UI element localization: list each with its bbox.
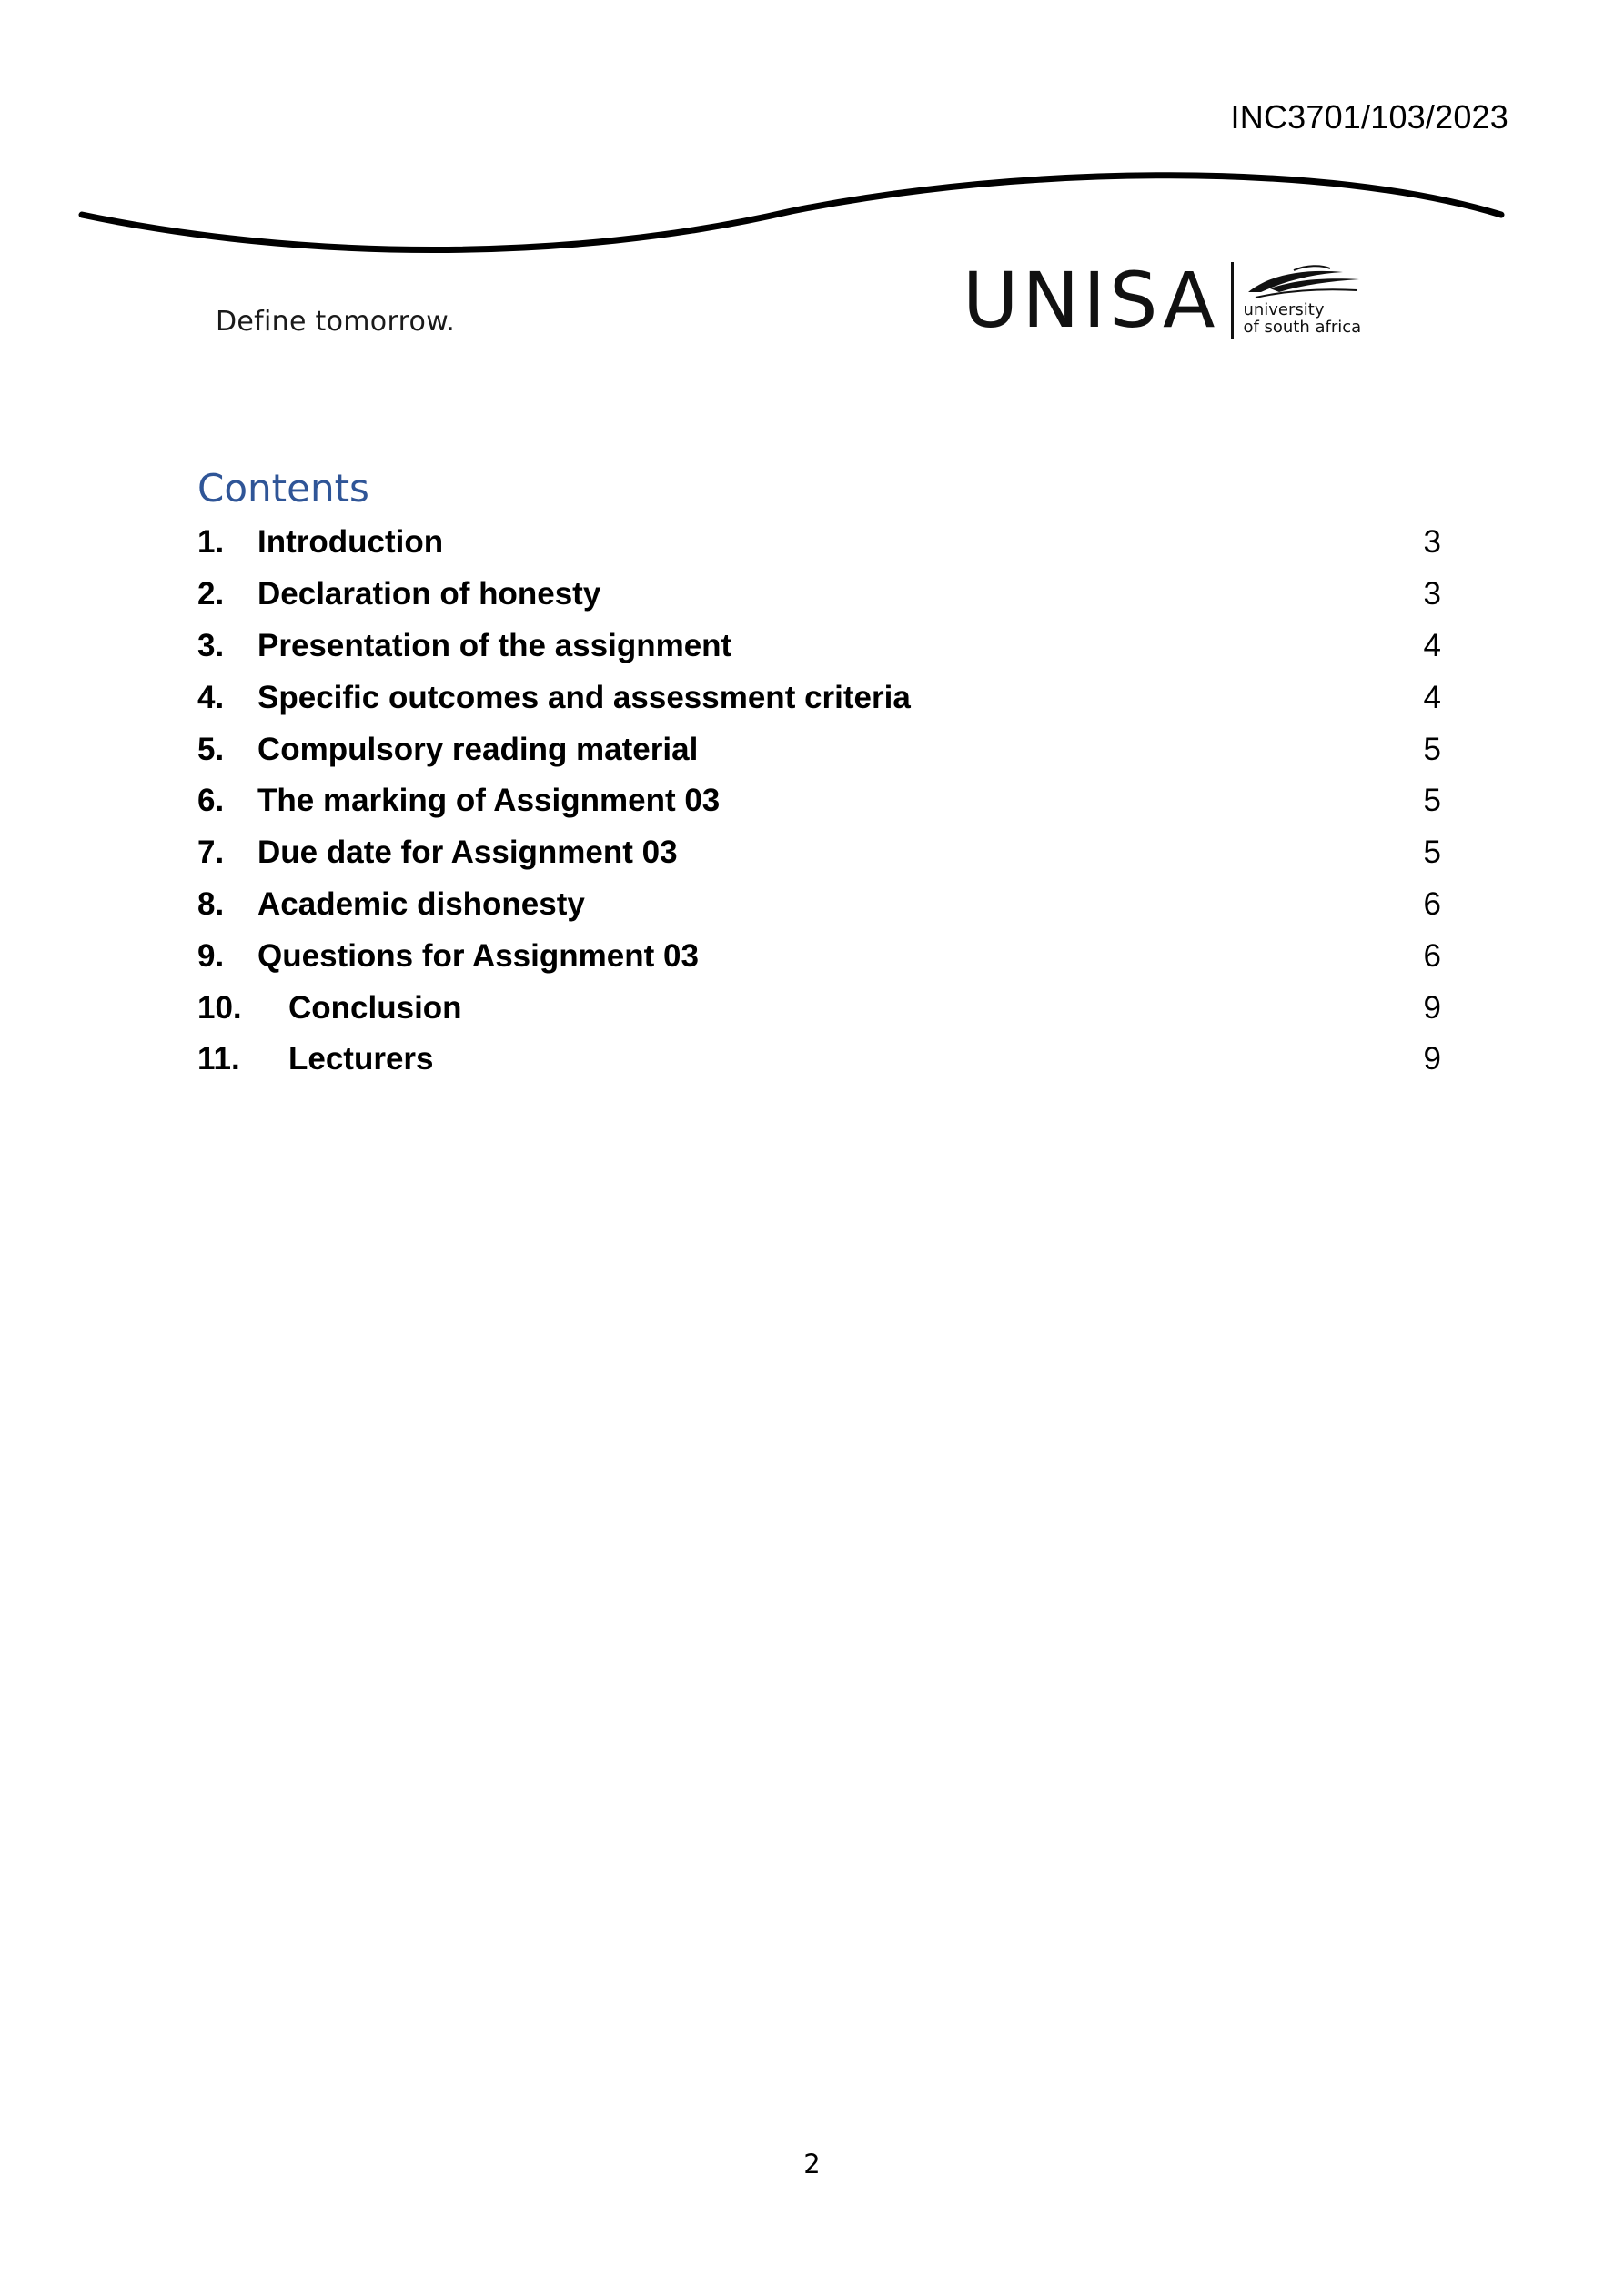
toc-entry-number: 4.	[197, 679, 225, 715]
toc-entry[interactable]	[197, 930, 1441, 982]
toc-entry[interactable]	[197, 827, 1441, 879]
toc-entry-number: 5.	[197, 731, 225, 767]
toc-entry-page: 5	[1423, 834, 1441, 871]
toc-entry-page: 6	[1423, 885, 1441, 922]
toc-entry-title: Presentation of the assignment	[257, 627, 732, 663]
toc-entry-number: 1.	[197, 524, 225, 561]
toc-entry-title: Conclusion	[288, 989, 462, 1026]
toc-entry-number: 3.	[197, 627, 225, 663]
header-wave-line	[0, 0, 1624, 291]
toc-entry[interactable]	[197, 621, 1441, 673]
logo-sub-line-1: university	[1243, 300, 1325, 319]
document-code: INC3701/103/2023	[1230, 98, 1508, 136]
toc-entry-title: Lecturers	[288, 1041, 434, 1077]
toc-entry[interactable]	[197, 517, 1441, 569]
toc-entry-page: 6	[1423, 937, 1441, 974]
toc-entry-page: 5	[1423, 731, 1441, 767]
unisa-logo	[963, 255, 1363, 346]
toc-entry-title: Academic dishonesty	[257, 885, 585, 922]
logo-emblem-block	[1243, 262, 1363, 339]
toc-entry-number: 11.	[197, 1041, 240, 1077]
toc-entry-number: 9.	[197, 937, 225, 974]
toc-entry-number: 8.	[197, 885, 225, 922]
toc-entry-page: 3	[1423, 524, 1441, 561]
logo-divider	[1231, 262, 1234, 339]
toc-entry-number: 6.	[197, 783, 225, 819]
toc-entry[interactable]	[197, 982, 1441, 1034]
toc-entry-title: Introduction	[257, 524, 444, 561]
logo-emblem-icon	[1243, 265, 1363, 301]
toc-entry[interactable]	[197, 723, 1441, 775]
page-number: 2	[803, 2149, 821, 2180]
toc-entry-title: Due date for Assignment 03	[257, 834, 678, 871]
toc-entry[interactable]	[197, 775, 1441, 827]
toc-entry[interactable]	[197, 879, 1441, 931]
toc-entry-title: Compulsory reading material	[257, 731, 699, 767]
toc-entry[interactable]	[197, 672, 1441, 723]
toc-entry-page: 4	[1423, 627, 1441, 663]
toc-entry-number: 7.	[197, 834, 225, 871]
toc-entry-page: 5	[1423, 783, 1441, 819]
toc-entry-number: 2.	[197, 576, 225, 612]
logo-wordmark: UNISA	[963, 256, 1219, 345]
toc-entry-page: 4	[1423, 679, 1441, 715]
toc-entry-number: 10.	[197, 989, 242, 1026]
toc-entry[interactable]	[197, 1034, 1441, 1086]
toc-entry-page: 3	[1423, 576, 1441, 612]
toc-entry-title: Specific outcomes and assessment criteria	[257, 679, 911, 715]
toc-entry-title: The marking of Assignment 03	[257, 783, 721, 819]
table-of-contents	[197, 517, 1441, 1086]
toc-entry-page: 9	[1423, 989, 1441, 1026]
logo-sub-line-2: of south africa	[1243, 318, 1362, 337]
toc-entry-page: 9	[1423, 1041, 1441, 1077]
toc-entry[interactable]	[197, 569, 1441, 621]
toc-entry-title: Declaration of honesty	[257, 576, 601, 612]
tagline: Define tomorrow.	[216, 306, 456, 338]
contents-heading: Contents	[197, 466, 369, 511]
toc-entry-title: Questions for Assignment 03	[257, 937, 699, 974]
